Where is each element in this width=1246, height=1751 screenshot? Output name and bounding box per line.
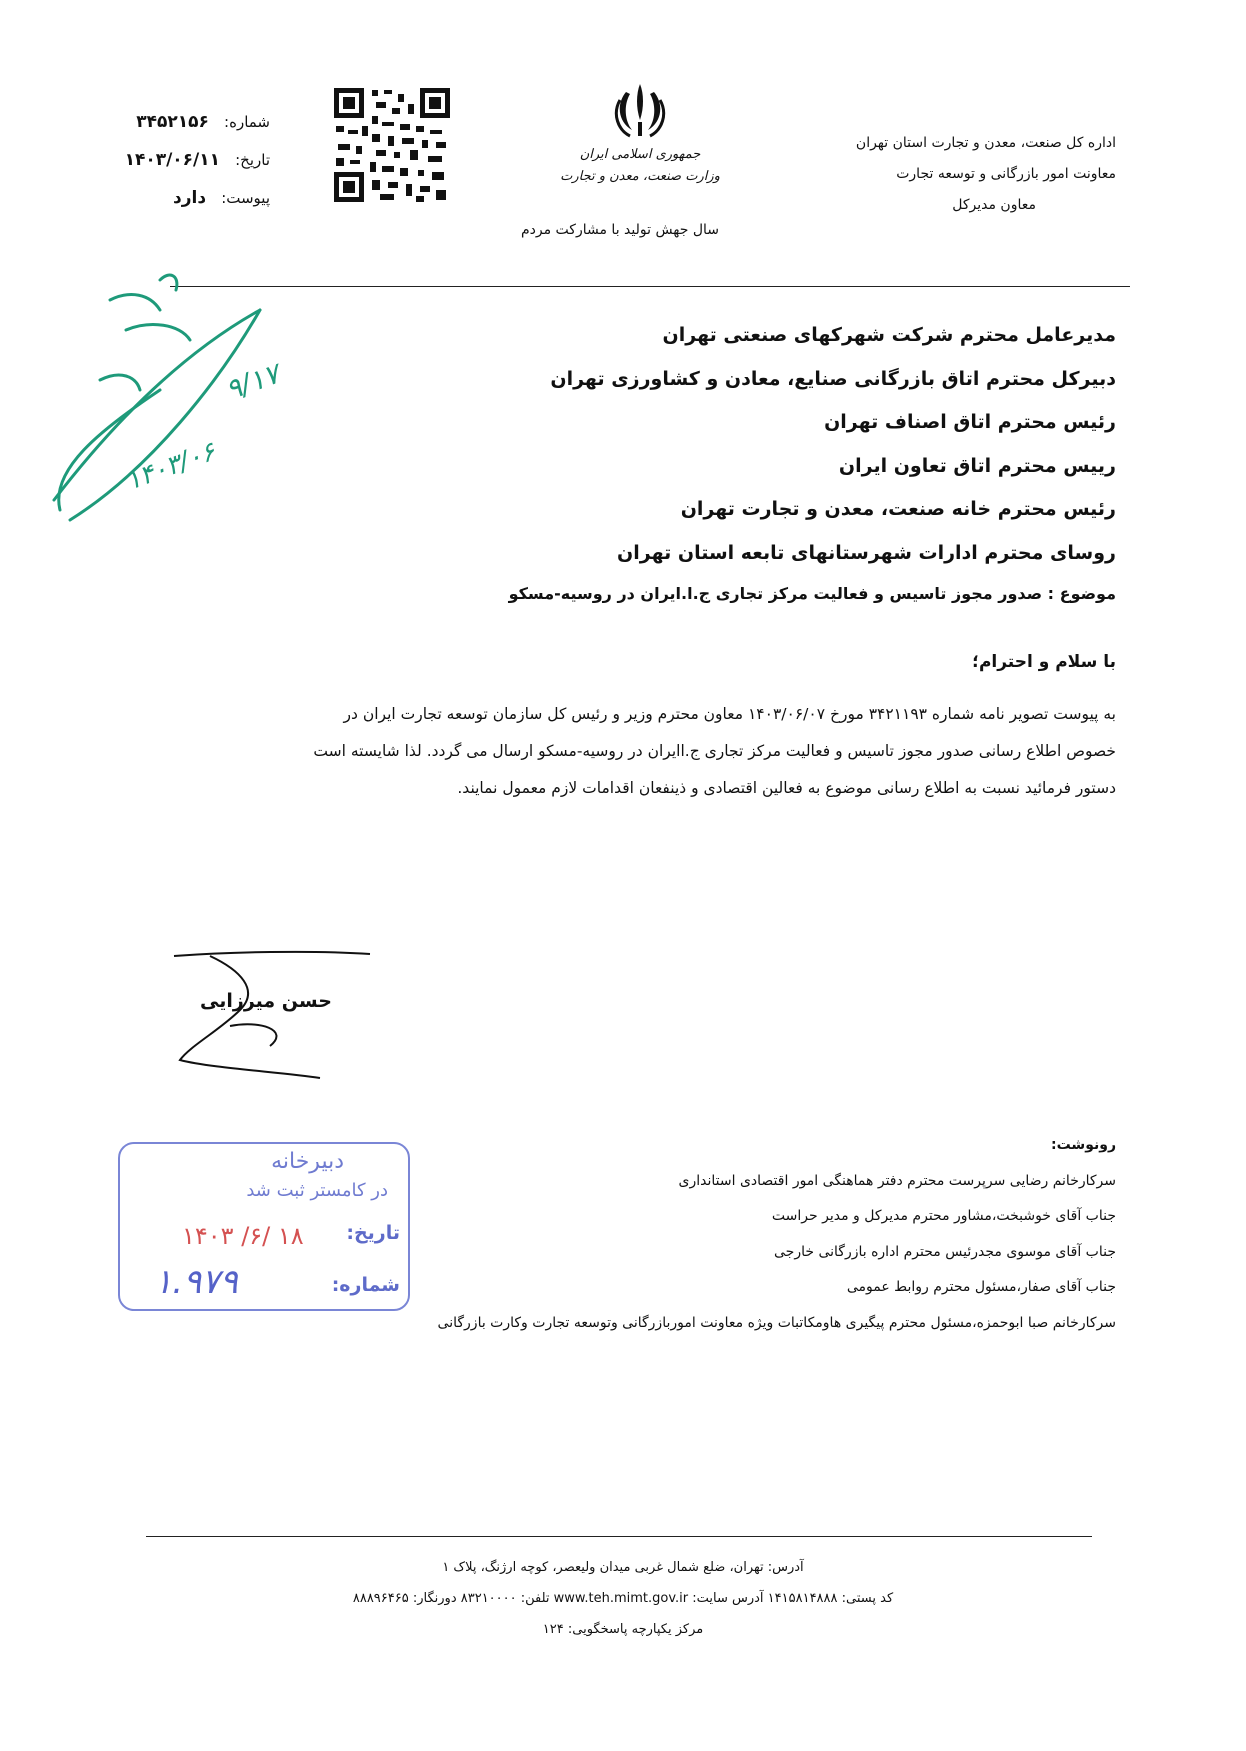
copy-item: سرکارخانم صبا ابوحمزه،مسئول محترم پیگیری هاومکاتبات ویژه معاونت اموربازرگانی وتوسعه تجارت وکارت بازرگانی xyxy=(437,1314,1116,1331)
signature-scribble xyxy=(170,950,380,1090)
header-divider xyxy=(170,286,1130,287)
copy-item: سرکارخانم رضایی سرپرست محترم دفتر هماهنگی امور اقتصادی استانداری xyxy=(678,1172,1116,1189)
secretariat-stamp xyxy=(118,1142,410,1311)
footer-call-center: مرکز یکپارچه پاسخگویی: ۱۲۴ xyxy=(542,1622,704,1637)
emblem-line-1: جمهوری اسلامی ایران xyxy=(579,147,701,162)
footer-block xyxy=(150,1552,1096,1645)
date-label: تاریخ: xyxy=(235,151,270,169)
attachment-label: پیوست: xyxy=(221,189,270,207)
recipients-list xyxy=(416,314,1116,575)
emblem-block xyxy=(520,80,760,188)
letter-subject: موضوع : صدور مجوز تاسیس و فعالیت مرکز تجاری ج.ا.ایران در روسیه-مسکو xyxy=(508,584,1116,603)
attachment-value: دارد xyxy=(173,188,207,208)
iran-emblem-icon xyxy=(612,80,668,140)
copy-item: جناب آقای خوشبخت،مشاور محترم مدیرکل و مدیر حراست xyxy=(771,1208,1116,1224)
org-line-1: اداره کل صنعت، معدن و تجارت استان تهران xyxy=(855,135,1116,151)
handwritten-note-line-2: ۱۴۰۳/۰۶ xyxy=(122,436,220,497)
stamp-title: دبیرخانه xyxy=(271,1149,344,1174)
body-line: به پیوست تصویر نامه شماره ۳۴۲۱۱۹۳ مورخ ۱۴۰۳/۰۶/۰۷ معاون محترم وزیر و رئیس کل سازمان توسعه تجارت ایران در xyxy=(343,705,1116,723)
stamp-subtitle: در کامستر ثبت شد xyxy=(246,1180,388,1201)
letter-greeting: با سلام و احترام؛ xyxy=(972,652,1116,672)
emblem-line-2: وزارت صنعت، معدن و تجارت xyxy=(560,169,720,184)
copy-item: جناب آقای موسوی مجدرئیس محترم اداره بازرگانی خارجی xyxy=(774,1243,1116,1260)
stamp-date-value: ۱۴۰۳ /۶/ ۱۸ xyxy=(182,1222,304,1250)
year-motto: سال جهش تولید با مشارکت مردم xyxy=(520,222,720,238)
org-line-3: معاون مدیرکل xyxy=(952,197,1036,213)
handwritten-note xyxy=(40,260,300,560)
recipient-item: رئیس محترم اتاق اصناف تهران xyxy=(824,411,1116,433)
signature-name: حسن میرزایی xyxy=(200,990,332,1012)
date-value: ۱۴۰۳/۰۶/۱۱ xyxy=(124,150,220,170)
organization-block xyxy=(796,128,1116,221)
number-value: ۳۴۵۲۱۵۶ xyxy=(136,112,209,132)
stamp-date-label: تاریخ: xyxy=(346,1222,400,1244)
recipient-item: رئیس محترم خانه صنعت، معدن و تجارت تهران xyxy=(680,498,1116,520)
stamp-number-label: شماره: xyxy=(331,1274,400,1296)
qr-code xyxy=(332,86,452,204)
copies-title: رونوشت: xyxy=(1051,1137,1116,1153)
body-line: خصوص اطلاع رسانی صدور مجوز تاسیس و فعالیت مرکز تجاری ج.اایران در روسیه-مسکو ارسال می گردد. لذا شایسته است xyxy=(313,742,1116,760)
copy-item: جناب آقای صفار،مسئول محترم روابط عمومی xyxy=(846,1279,1116,1295)
recipient-item: رییس محترم اتاق تعاون ایران xyxy=(838,454,1116,477)
body-line: دستور فرمائید نسبت به اطلاع رسانی موضوع به فعالین اقتصادی و ذینفعان اقدامات لازم معمول نمایند. xyxy=(457,779,1116,797)
recipient-item: دبیرکل محترم اتاق بازرگانی صنایع، معادن و کشاورزی تهران xyxy=(550,367,1116,390)
recipient-item: مدیرعامل محترم شرکت شهرکهای صنعتی تهران xyxy=(662,324,1116,346)
recipient-item: روسای محترم ادارات شهرستانهای تابعه استان تهران xyxy=(617,541,1116,564)
stamp-number-value: ۱.۹۷۹ xyxy=(154,1262,238,1302)
footer-contact: کد پستی: ۱۴۱۵۸۱۴۸۸۸ آدرس سایت: www.teh.mimt.gov.ir تلفن: ۸۳۲۱۰۰۰۰ دورنگار: ۸۸۸۹۶۴۶۵ xyxy=(352,1591,894,1606)
org-line-2: معاونت امور بازرگانی و توسعه تجارت xyxy=(896,166,1116,182)
number-label: شماره: xyxy=(224,113,270,131)
handwritten-note-line-1: ۹/۱۷ xyxy=(221,356,284,407)
footer-divider xyxy=(146,1536,1092,1537)
letter-meta xyxy=(110,112,270,226)
letter-body xyxy=(106,696,1116,807)
footer-address: آدرس: تهران، ضلع شمال غربی میدان ولیعصر، کوچه ارژنگ، پلاک ۱ xyxy=(442,1560,804,1575)
